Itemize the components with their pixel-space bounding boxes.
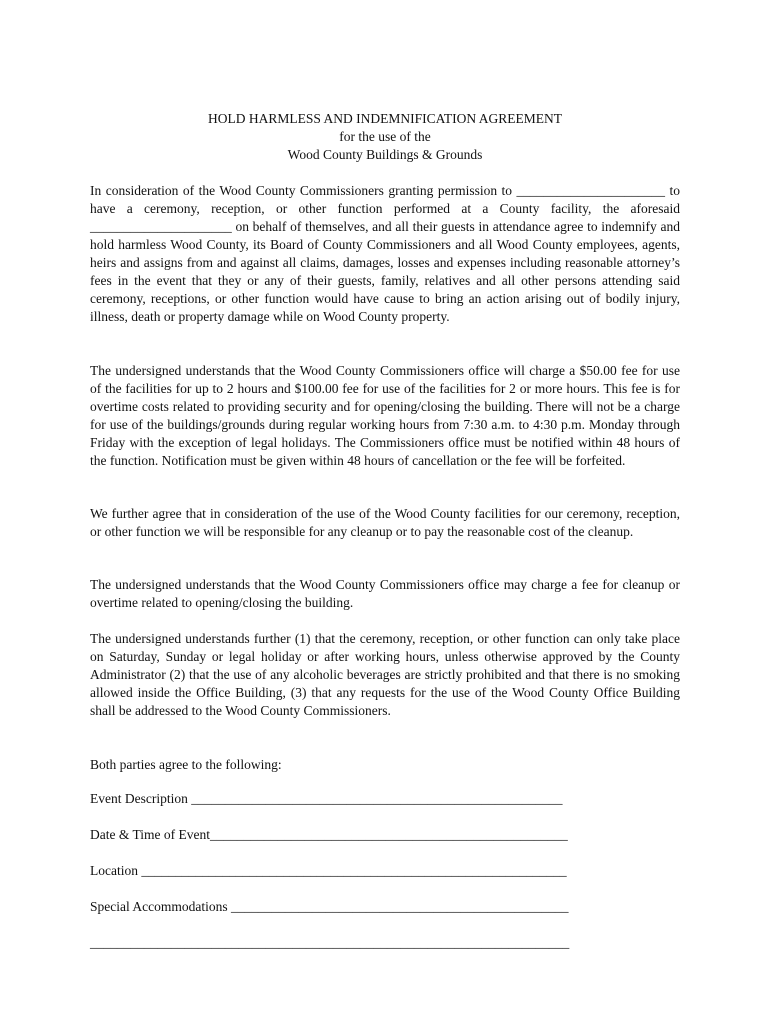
blank-line-field[interactable]: _______________________________________________________________________ bbox=[90, 935, 570, 950]
title-line-sub: for the use of the bbox=[339, 129, 431, 144]
title-line-main: HOLD HARMLESS AND INDEMNIFICATION AGREEMENT bbox=[208, 111, 562, 126]
paragraph-indemnification: In consideration of the Wood County Commissioners granting permission to ______________________ to have a ceremony, reception, or other function performed at a County facility, the aforesaid _____________________ on behalf of themselves, and all their guests in attendance agree to indemnify and hold harmless Wood County, its Board of County Commissioners and all Wood County employees, agents, heirs and assigns from and against all claims, damages, losses and expenses including reasonable attorney’s fees in the event that they or any of their guests, family, relatives and all other persons attending said ceremony, receptions, or other function would have cause to bring an action arising out of bodily injury, illness, death or property damage while on Wood County property. bbox=[90, 183, 680, 324]
special-accommodations-field[interactable]: Special Accommodations __________________________________________________ bbox=[90, 899, 569, 914]
event-description-field[interactable]: Event Description _______________________________________________________ bbox=[90, 791, 563, 806]
paragraph-fees: The undersigned understands that the Wood County Commissioners office will charge a $50.00 fee for use of the facilities for up to 2 hours and $100.00 fee for use of the facilities for 2 or more hours. This fee is for overtime costs related to providing security and for opening/closing the building. There will not be a charge for use of the buildings/grounds during regular working hours from 7:30 a.m. to 4:30 p.m. Monday through Friday with the exception of legal holidays. The Commissioners office must be notified within 48 hours of the function. Notification must be given within 48 hours of cancellation or the fee will be forfeited. bbox=[90, 363, 680, 468]
paragraph-cleanup-fee: The undersigned understands that the Wood County Commissioners office may charge a fee for cleanup or overtime related to opening/closing the building. bbox=[90, 577, 680, 610]
paragraph-conditions: The undersigned understands further (1) that the ceremony, reception, or other function can only take place on Saturday, Sunday or legal holiday or after working hours, unless otherwise approved by the County Administrator (2) that the use of any alcoholic beverages are strictly prohibited and that there is no smoking allowed inside the Office Building, (3) that any requests for the use of the Wood County Office Building shall be addressed to the Wood County Commissioners. bbox=[90, 631, 680, 718]
location-field[interactable]: Location _______________________________________________________________ bbox=[90, 863, 567, 878]
document-title bbox=[90, 110, 680, 164]
paragraph-cleanup-responsibility: We further agree that in consideration of the use of the Wood County facilities for our ceremony, reception, or other function we will be responsible for any cleanup or to pay the reasonable cost of the cleanup. bbox=[90, 506, 680, 539]
paragraph-agreement-intro: Both parties agree to the following: bbox=[90, 757, 282, 772]
title-line-location: Wood County Buildings & Grounds bbox=[287, 147, 483, 162]
date-time-field[interactable]: Date & Time of Event_____________________________________________________ bbox=[90, 827, 568, 842]
